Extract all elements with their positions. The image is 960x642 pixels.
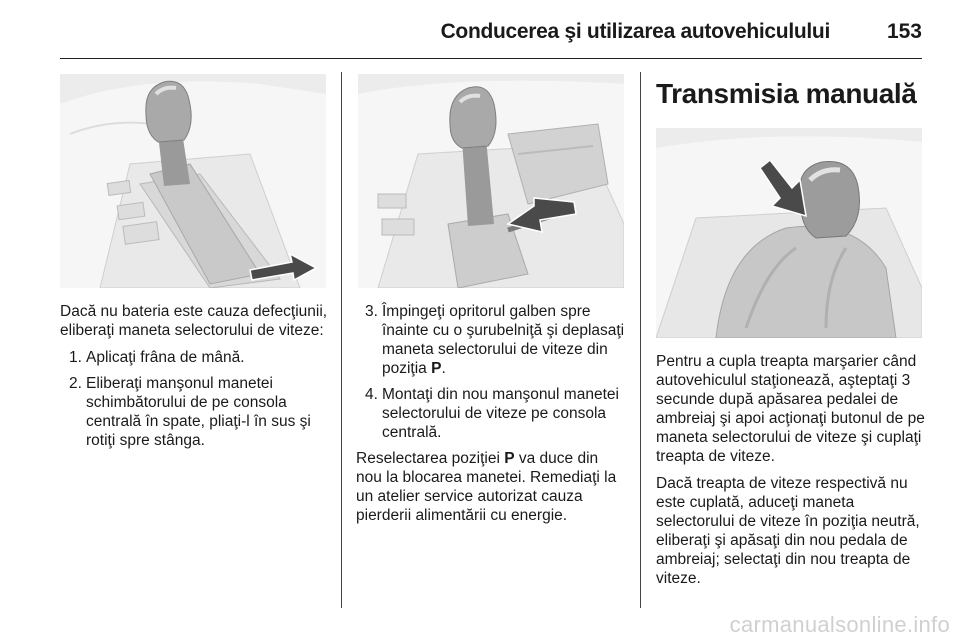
column-divider-1 bbox=[341, 72, 342, 608]
para-text-end: va duce din nou la blocarea manetei. Remediaţi la un atelier service autorizat cauza pierderii alimentării cu energie. bbox=[356, 450, 617, 524]
step-number: 1. bbox=[69, 349, 82, 366]
step-number: 2. bbox=[69, 375, 82, 392]
steps-list-1 bbox=[60, 348, 330, 450]
column-1-text bbox=[60, 302, 330, 457]
step-bold: P bbox=[431, 360, 442, 377]
figure-selector-lever-screwdriver bbox=[358, 74, 624, 288]
para-bold: P bbox=[504, 450, 515, 467]
neutral-paragraph: Dacă treapta de viteze respectivă nu este cuplată, aduceţi maneta selectorului de viteze în poziţia neutră, eliberaţi şi apăsaţi din nou pedala de ambreiaj; selectaţi din nou treapta de viteze. bbox=[656, 475, 920, 587]
steps-list-2 bbox=[356, 302, 626, 442]
step-number: 3. bbox=[365, 303, 378, 320]
list-item bbox=[60, 374, 330, 450]
step-text: Montaţi din nou manşonul manetei selectorului de viteze pe consola centrală. bbox=[382, 386, 619, 441]
list-item bbox=[356, 302, 626, 378]
reverse-gear-paragraph: Pentru a cupla treapta marşarier când autovehiculul staţionează, aşteptaţi 3 secunde după apăsarea pedalei de ambreiaj şi apoi acţionaţi butonul de pe maneta selectorului de viteze şi cuplaţi treapta de viteze. bbox=[656, 353, 925, 465]
step-text: Eliberaţi manşonul manetei schimbătorului de pe consola centrală în spate, pliaţi-l în sus şi rotiţi spre stânga. bbox=[86, 375, 311, 449]
page-header bbox=[60, 14, 922, 59]
column-2-text bbox=[356, 302, 626, 533]
section-title: Transmisia manuală bbox=[656, 78, 917, 109]
reselect-paragraph bbox=[356, 449, 626, 525]
para-text: Reselectarea poziţiei bbox=[356, 450, 505, 467]
figure-selector-lever-sleeve bbox=[60, 74, 326, 288]
column-divider-2 bbox=[640, 72, 641, 608]
step-number: 4. bbox=[365, 386, 378, 403]
figure-manual-gear-knob bbox=[656, 128, 922, 338]
list-item bbox=[356, 385, 626, 442]
page-title: Conducerea şi utilizarea autovehiculului bbox=[440, 20, 830, 43]
intro-paragraph: Dacă nu bateria este cauza defecţiunii, eliberaţi maneta selectorului de viteze: bbox=[60, 303, 328, 339]
step-text: Împingeţi opritorul galben spre înainte cu o şurubelniţă şi deplasaţi maneta selectorului de viteze din poziţia bbox=[382, 303, 625, 377]
watermark: carmanualsonline.info bbox=[729, 612, 950, 637]
column-3-text bbox=[656, 352, 926, 596]
step-text-end: . bbox=[441, 360, 446, 377]
page-number: 153 bbox=[886, 20, 922, 43]
list-item bbox=[60, 348, 330, 367]
step-text: Aplicaţi frâna de mână. bbox=[86, 349, 245, 366]
